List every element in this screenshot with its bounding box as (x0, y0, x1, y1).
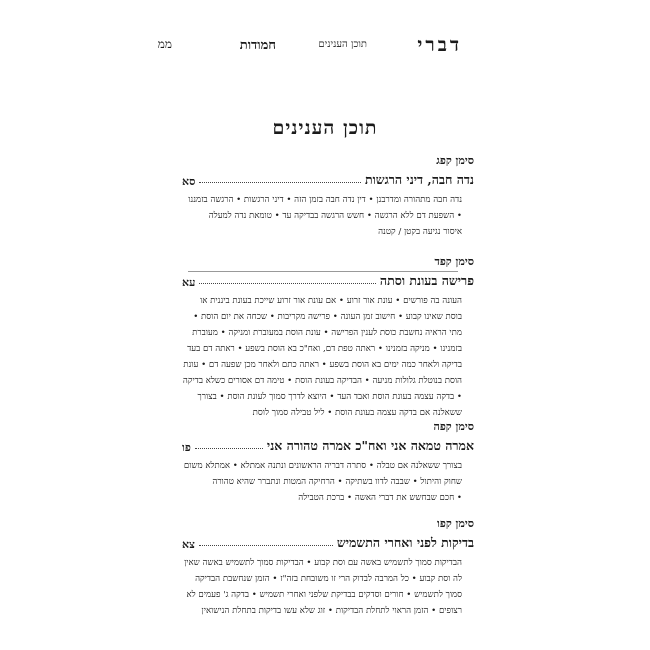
leader-dots (199, 182, 361, 183)
subtopic-line: סמוך לתשמיש • חורים וסדקים בבדיקת שלפני ואחרי תשמיש • בדקה ג' פעמים לא (186, 590, 462, 600)
header-book-title: דברי (417, 34, 462, 56)
header-page-number: ממ (157, 37, 172, 51)
leader-dots (199, 545, 333, 546)
subtopics (182, 293, 474, 421)
toc-topic: אמרה טמאה אני ואח"כ אמרה טהורה אני (266, 438, 474, 453)
leader-dots (199, 283, 376, 284)
running-header (146, 34, 462, 56)
subtopic-line: איסור נגיעה בקטן / קטנה (378, 227, 462, 237)
subtopics (182, 458, 474, 506)
subtopic-line: מתי הראיה נחשבת כוסת לענין הפרישה • עונת הוסת במעוברת ומניקה • מעוברת (192, 328, 462, 338)
subtopic-line: העונה בה פורשים • עונת אור זרוע • אם עונת אור זרוע שייכת בעונת ביננית או (200, 296, 462, 306)
toc-topic: פרישה בעונת וסתה (379, 273, 474, 288)
subtopic-line: ששאלנה אם בדקה עצמה בעונת הוסת • ליל טבילה סמוך לוסת (252, 408, 462, 418)
subtopic-line: • השפעת דם ללא הרגשה • חשש הרגשה בבדיקה עד • טומאת נדה למעלה (208, 211, 462, 221)
subtopic-line: לה וסת קבוע • כל המרבה לבדוק הרי זו משובחת בזה"ז • הזמן שנחשבת הבדיקה (195, 574, 462, 584)
toc-section (182, 517, 474, 619)
siman-label: סימן קפו (437, 517, 474, 530)
subtopic-line: • חכם שבחשש את דברי האשה • ברכת הטבילה (298, 493, 462, 503)
subtopic-line: רצופים • הזמן הראוי לתחלת הבדיקות • זוג שלא עשו בדיקות בתחלת הנישואין (201, 606, 462, 616)
toc-section (182, 255, 474, 421)
header-series-title: חמודות (239, 38, 276, 53)
subtopic-line: נדה חבה מתהורה ומדרבנן • דין נדה חבה בזמן הזה • דיני הרגשות • הרגשה בזמננו (188, 195, 462, 205)
toc-entry[interactable] (182, 436, 474, 454)
subtopic-line: בדיקה ולאחר כמה ימים בא הוסת בשפע • ראתה כתם ולאחר מכן שפעה דם • עונת (183, 360, 462, 370)
toc-page-number: סא (182, 175, 196, 188)
subtopic-line: • בדקה עצמה בעונת הוסת ואבד העד • היוצא לדרך סמוך לעונת הוסת • בצורך (197, 392, 462, 402)
subtopic-line: הבדיקות סמוך לתשמיש באשה עם וסת קבוע • הבדיקות סמוך לתשמיש באשה שאין (184, 558, 462, 568)
page-title: תוכן הענינים (272, 117, 378, 139)
subtopics (182, 192, 474, 240)
toc-topic: נדה חבה, דיני הרגשות (364, 172, 474, 187)
toc-entry[interactable] (182, 170, 474, 188)
toc-page-number: עא (182, 276, 196, 289)
subtopic-line: הוסת בנוטלת גלולות מניעה • הבדיקה בעונת הוסת • טימה דם אסורים כשלא בדיקה (182, 376, 462, 386)
toc-entry[interactable] (182, 271, 474, 289)
siman-label: סימן קפה (433, 420, 474, 433)
toc-entry[interactable] (182, 533, 474, 551)
toc-section (182, 420, 474, 506)
subtopic-line: שחוק והיתול • שבבה לדוו בשתיקה • הרחיקה המטות ונתברר שהיא טהורה (212, 477, 462, 487)
header-section-title: תוכן הענינים (318, 39, 367, 50)
toc-topic: בדיקות לפני ואחרי התשמיש (336, 535, 474, 550)
subtopics (182, 555, 474, 619)
toc-page-number: פו (182, 441, 191, 454)
toc-section (182, 154, 474, 240)
siman-label: סימן קפד (434, 255, 474, 268)
siman-label: סימן קפג (436, 154, 474, 167)
subtopic-line: בצורך ששאלנה אם טבלה • סתרה דבריה הראשונים ונתנה אמתלא • אמתלא משום (183, 461, 462, 471)
leader-dots (195, 448, 263, 449)
subtopic-line: בזמנינו • מניקה בזמנינו • ראתה טפת דם, ואח"כ בא הוסת בשפע • ראתה דם בעד (187, 344, 462, 354)
toc-page-number: צא (182, 538, 195, 551)
subtopic-line: בוסת שאינו קבוע • חישוב זמן העונה • פרישה מקריבות • שכחה את יום הוסת • (193, 312, 462, 322)
